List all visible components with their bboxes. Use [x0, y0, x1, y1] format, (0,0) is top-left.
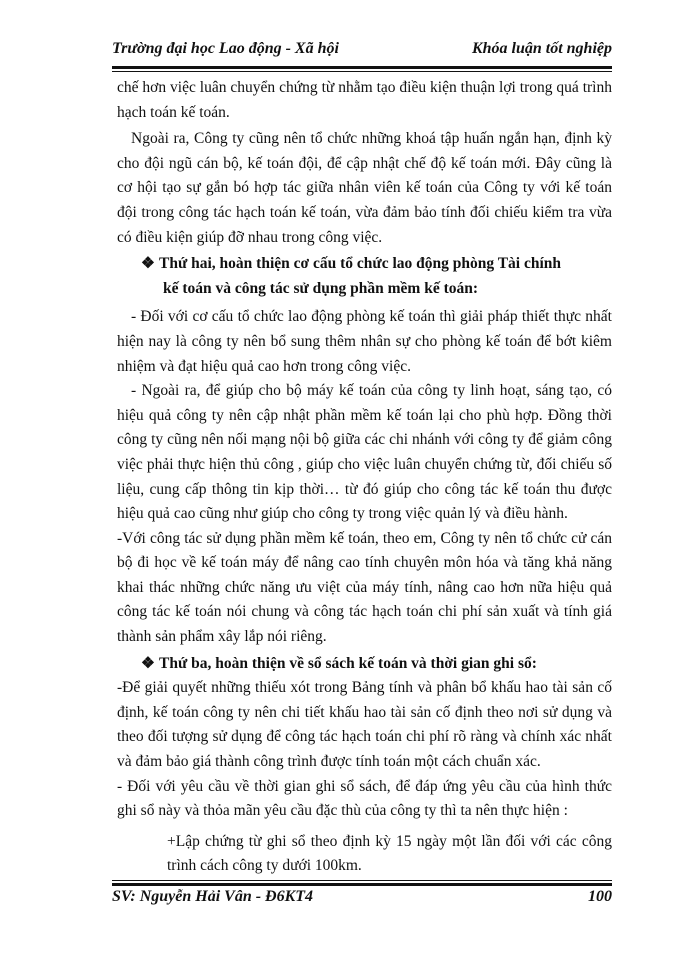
heading-second — [117, 252, 612, 301]
header-university: Trường đại học Lao động - Xã hội — [112, 40, 339, 57]
heading-second-line1: Thứ hai, hoàn thiện cơ cấu tổ chức lao động phòng Tài chính — [159, 255, 562, 273]
footer-rule-thick — [112, 883, 612, 886]
paragraph-1: chế hơn việc luân chuyển chứng từ nhằm tạo điều kiện thuận lợi trong quá trình hạch toán kế toán. — [117, 79, 612, 121]
page-number: 100 — [588, 888, 612, 905]
diamond-bullet-icon: ❖ — [141, 654, 155, 672]
header-rule-thick — [112, 66, 612, 69]
header-rule-thin — [112, 71, 612, 72]
paragraph-8: +Lập chứng từ ghi sổ theo định kỳ 15 ngày một lần đối với các công trình cách công ty dưới 100km. — [167, 832, 612, 875]
paragraph-4: - Ngoài ra, để giúp cho bộ máy kế toán của công ty linh hoạt, sáng tạo, có hiệu quả công ty nên cập nhật phần mềm kế toán lại cho phù hợp. Đồng thời công ty cũng nên nối mạng nội bộ giữa các chi nhánh với công ty để giảm công việc phải thực hiện thủ công , giúp cho việc luân chuyển chứng từ, đối chiếu số liệu, cung cấp thông tin kịp thời… từ đó giúp cho công tác kế toán thu được hiệu quả cao cũng như giúp cho công ty trong việc quản lý và điều hành. — [117, 382, 612, 523]
paragraph-5: -Với công tác sử dụng phần mềm kế toán, theo em, Công ty nên tổ chức cử cán bộ đi học về kế toán máy để nâng cao tính chuyên môn hóa và tăng khả năng khai thác những chức năng ưu việt của máy tính, nâng cao hơn nữa hiệu quả công tác kế toán nói chung và công tác hạch toán chi phí sản xuất và tính giá thành sản phẩm xây lắp nói riêng. — [117, 529, 612, 646]
heading-third-line1: Thứ ba, hoàn thiện về sổ sách kế toán và thời gian ghi sổ: — [159, 654, 537, 672]
heading-second-line2: kế toán và công tác sử dụng phần mềm kế toán: — [163, 279, 479, 297]
footer-rule-thin — [112, 880, 612, 881]
heading-third — [117, 652, 612, 677]
diamond-bullet-icon: ❖ — [141, 255, 155, 273]
paragraph-6: -Để giải quyết những thiếu xót trong Bảng tính và phân bổ khấu hao tài sản cố định, kế toán công ty nên chi tiết khấu hao tài sản cố định theo nơi sử dụng và theo đối tượng sử dụng để công tác hạch toán chi phí rõ ràng và chính xác nhất và đảm bảo giá thành công trình được tính toán một cách chuẩn xác. — [117, 679, 612, 771]
paragraph-7: - Đối với yêu cầu về thời gian ghi sổ sách, để đáp ứng yêu cầu của hình thức ghi sổ này và thỏa mãn yêu cầu đặc thù của công ty thì ta nên thực hiện : — [117, 777, 612, 820]
page-header — [112, 40, 612, 68]
page-footer — [112, 888, 612, 912]
paragraph-2: Ngoài ra, Công ty cũng nên tổ chức những khoá tập huấn ngắn hạn, định kỳ cho đội ngũ cán bộ, kế toán đội, để cập nhật chế độ kế toán mới. Đây cũng là cơ hội tạo sự gắn bó hợp tác giữa nhân viên kế toán của Công ty với kế toán đội trong công tác hạch toán kế toán, vừa đảm bảo tính đối chiếu kiểm tra vừa có điều kiện giúp đỡ nhau trong công việc. — [117, 130, 612, 246]
header-doc-type: Khóa luận tốt nghiệp — [471, 40, 612, 57]
paragraph-3: - Đối với cơ cấu tổ chức lao động phòng kế toán thì giải pháp thiết thực nhất hiện nay là công ty nên bổ sung thêm nhân sự cho phòng kế toán để bớt kiêm nhiệm và đạt hiệu quả cao hơn trong công việc. — [117, 308, 612, 375]
footer-student: SV: Nguyễn Hải Vân - Đ6KT4 — [112, 888, 314, 905]
page-body — [117, 76, 612, 879]
